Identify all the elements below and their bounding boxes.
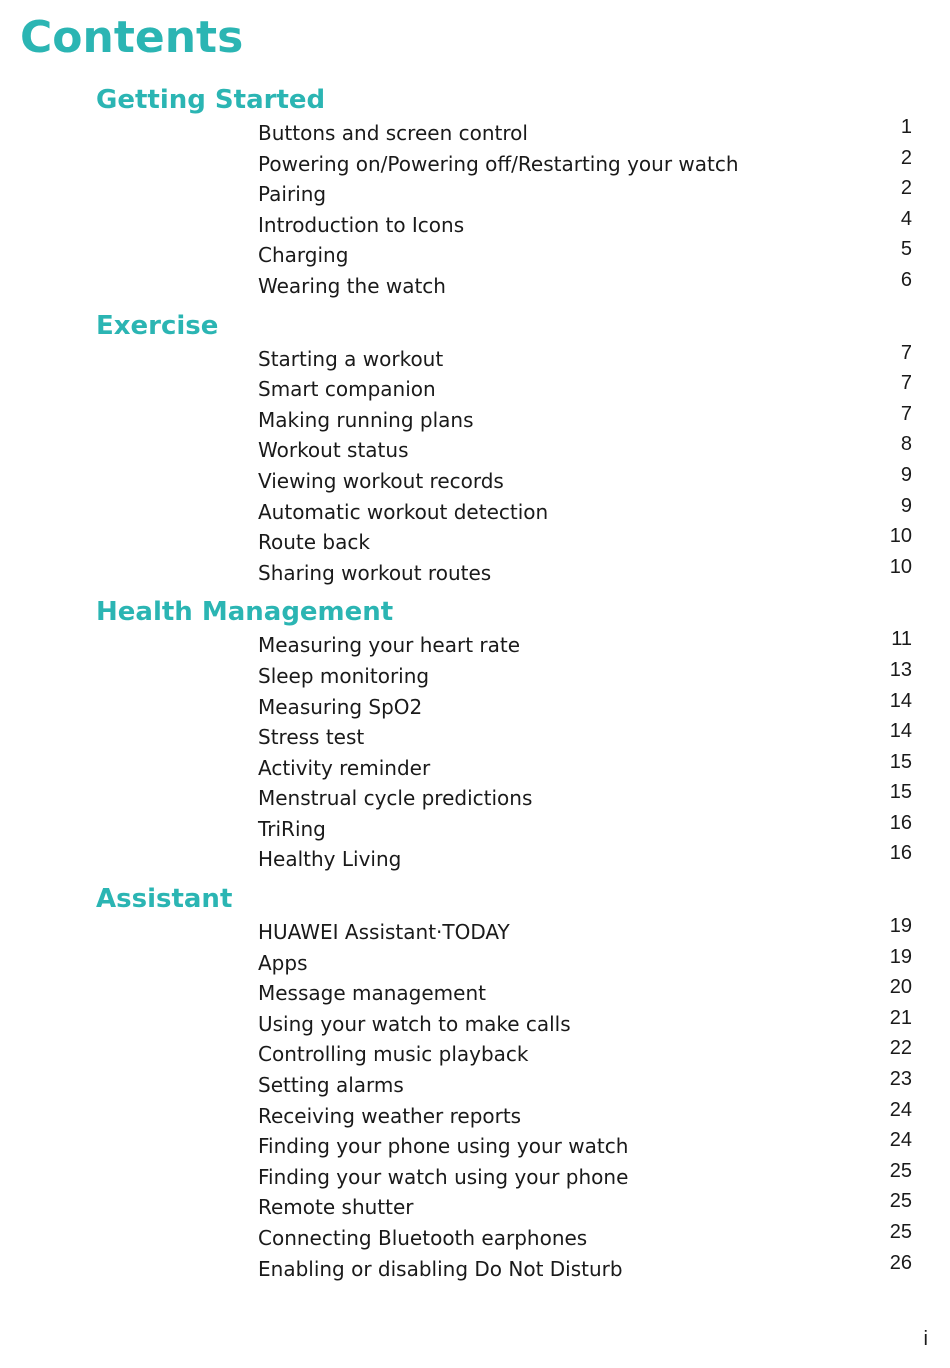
toc-entry-title: Pairing xyxy=(258,182,327,207)
toc-entry[interactable] xyxy=(0,917,950,948)
toc-entry[interactable] xyxy=(0,945,950,979)
toc-entry-title: Finding your watch using your phone xyxy=(258,1164,629,1189)
toc-entry-title: Sharing workout routes xyxy=(258,560,492,585)
toc-entry-title: Wearing the watch xyxy=(258,273,446,298)
toc-entry-title: HUAWEI Assistant·TODAY xyxy=(258,920,510,945)
toc-entry-title: Workout status xyxy=(258,438,409,463)
toc-entry-page: 1 xyxy=(900,116,912,138)
toc-entry-title: Healthy Living xyxy=(258,847,402,872)
toc-section-exercise xyxy=(0,308,950,589)
toc-entry-page: 2 xyxy=(900,146,912,169)
toc-entry-page: 16 xyxy=(889,842,912,865)
toc-entry[interactable] xyxy=(0,555,950,589)
toc-entry-title: Introduction to Icons xyxy=(258,212,465,237)
toc-entry[interactable] xyxy=(0,630,950,661)
toc-entry-title: Viewing workout records xyxy=(258,468,504,493)
toc-entry-page: 16 xyxy=(889,811,912,834)
toc-entry-title: Making running plans xyxy=(258,407,474,432)
toc-entry-title: Connecting Bluetooth earphones xyxy=(258,1226,588,1250)
toc-entry[interactable] xyxy=(0,1159,950,1193)
toc-entry[interactable] xyxy=(0,1070,950,1101)
toc-entry-page: 8 xyxy=(900,433,912,456)
toc-entry-title: Measuring your heart rate xyxy=(258,633,521,658)
toc-entry[interactable] xyxy=(0,1039,950,1070)
toc-entry-title: TriRing xyxy=(258,816,326,841)
section-heading[interactable]: Exercise xyxy=(96,310,219,341)
toc-entry-title: Apps xyxy=(258,950,308,975)
toc-section-assistant xyxy=(0,881,950,1284)
toc-entry[interactable] xyxy=(0,341,950,375)
toc-entry-page: 24 xyxy=(889,1098,912,1121)
toc-entry-list xyxy=(0,118,950,302)
toc-entry[interactable] xyxy=(0,1251,950,1285)
toc-entry-page: 10 xyxy=(889,555,912,578)
toc-entry[interactable] xyxy=(0,1223,950,1254)
toc-entry-page: 23 xyxy=(889,1068,912,1091)
toc-entry-title: Starting a workout xyxy=(258,346,444,371)
section-heading[interactable]: Getting Started xyxy=(96,85,326,115)
toc-entry-title: Stress test xyxy=(258,725,365,750)
toc-entry-title: Remote shutter xyxy=(258,1195,414,1220)
toc-entry-list xyxy=(0,917,950,1284)
section-heading[interactable]: Health Management xyxy=(96,597,394,628)
toc-entry[interactable] xyxy=(0,1098,950,1132)
toc-entry[interactable] xyxy=(0,240,950,271)
toc-entry[interactable] xyxy=(0,750,950,784)
toc-entry-page: 15 xyxy=(889,750,912,773)
toc-entry-page: 20 xyxy=(889,976,912,999)
toc-entry-page: 25 xyxy=(889,1190,912,1213)
toc-entry[interactable] xyxy=(0,494,950,528)
toc-entry-title: Powering on/Powering off/Restarting your watch xyxy=(258,151,739,176)
toc-entry-title: Message management xyxy=(258,981,486,1006)
toc-entry-page: 6 xyxy=(900,268,912,291)
toc-entry-title: Setting alarms xyxy=(258,1073,404,1098)
toc-entry-page: 26 xyxy=(889,1251,912,1274)
toc-entry[interactable] xyxy=(0,978,950,1009)
toc-entry-page: 9 xyxy=(900,494,912,517)
toc-entry-page: 22 xyxy=(889,1037,912,1060)
toc-entry-page: 15 xyxy=(889,781,912,804)
toc-entry-title: Controlling music playback xyxy=(258,1042,529,1067)
toc-entry-page: 21 xyxy=(889,1006,912,1029)
toc-entry-title: Enabling or disabling Do Not Disturb xyxy=(258,1256,623,1281)
toc-entry[interactable] xyxy=(0,689,950,723)
toc-entry[interactable] xyxy=(0,658,950,692)
toc-entry-page: 25 xyxy=(889,1221,912,1243)
toc-section-health-management xyxy=(0,594,950,875)
toc-section-getting-started xyxy=(0,82,950,302)
toc-entry[interactable] xyxy=(0,463,950,497)
toc-entry[interactable] xyxy=(0,402,950,436)
toc-entry[interactable] xyxy=(0,207,950,241)
section-heading[interactable]: Assistant xyxy=(96,884,233,915)
toc-entry-title: Automatic workout detection xyxy=(258,499,549,524)
toc-entry-page: 19 xyxy=(889,915,912,938)
toc-entry-title: Activity reminder xyxy=(258,755,431,780)
toc-entry[interactable] xyxy=(0,1131,950,1162)
toc-entry-page: 7 xyxy=(900,341,912,364)
toc-entry[interactable] xyxy=(0,1006,950,1040)
toc-entry-page: 19 xyxy=(889,945,912,968)
toc-entry-list xyxy=(0,341,950,589)
toc-entry-title: Finding your phone using your watch xyxy=(258,1134,629,1159)
toc-entry-title: Using your watch to make calls xyxy=(258,1011,571,1036)
toc-entry-page: 2 xyxy=(900,177,912,200)
toc-entry-title: Menstrual cycle predictions xyxy=(258,786,533,811)
toc-entry[interactable] xyxy=(0,179,950,210)
toc-entry[interactable] xyxy=(0,722,950,753)
toc-entry-page: 14 xyxy=(889,689,912,712)
toc-entry-title: Route back xyxy=(258,530,370,555)
page-number: i xyxy=(923,1328,928,1350)
toc-entry[interactable] xyxy=(0,268,950,302)
toc-entry-page: 25 xyxy=(889,1159,912,1182)
toc-entry-page: 5 xyxy=(900,238,912,261)
toc-entry[interactable] xyxy=(0,435,950,466)
toc-entry[interactable] xyxy=(0,1192,950,1223)
toc-entry-page: 24 xyxy=(889,1129,912,1152)
toc-entry-page: 11 xyxy=(891,628,912,651)
toc-entry-page: 7 xyxy=(900,402,912,425)
toc-entry[interactable] xyxy=(0,527,950,558)
toc-entry[interactable] xyxy=(0,146,950,180)
toc-entry-page: 7 xyxy=(900,372,912,395)
toc-entry[interactable] xyxy=(0,783,950,814)
toc-entry[interactable] xyxy=(0,844,950,875)
toc-entry[interactable] xyxy=(0,118,950,149)
toc-entry-page: 13 xyxy=(889,658,912,681)
toc-entry-page: 4 xyxy=(900,207,912,230)
toc-entry-list xyxy=(0,630,950,875)
toc-entry-page: 10 xyxy=(889,525,912,548)
toc-entry-title: Sleep monitoring xyxy=(258,663,430,688)
toc-entry-title: Measuring SpO2 xyxy=(258,694,423,719)
toc-entry-page: 9 xyxy=(900,463,912,486)
toc-entry[interactable] xyxy=(0,811,950,845)
table-of-contents xyxy=(0,82,950,1284)
toc-entry-title: Buttons and screen control xyxy=(258,121,528,145)
toc-entry-title: Smart companion xyxy=(258,377,436,402)
toc-entry-title: Charging xyxy=(258,243,349,268)
toc-entry-page: 14 xyxy=(889,720,912,743)
page-title: Contents xyxy=(20,12,244,63)
toc-entry[interactable] xyxy=(0,374,950,405)
toc-entry-title: Receiving weather reports xyxy=(258,1103,522,1128)
